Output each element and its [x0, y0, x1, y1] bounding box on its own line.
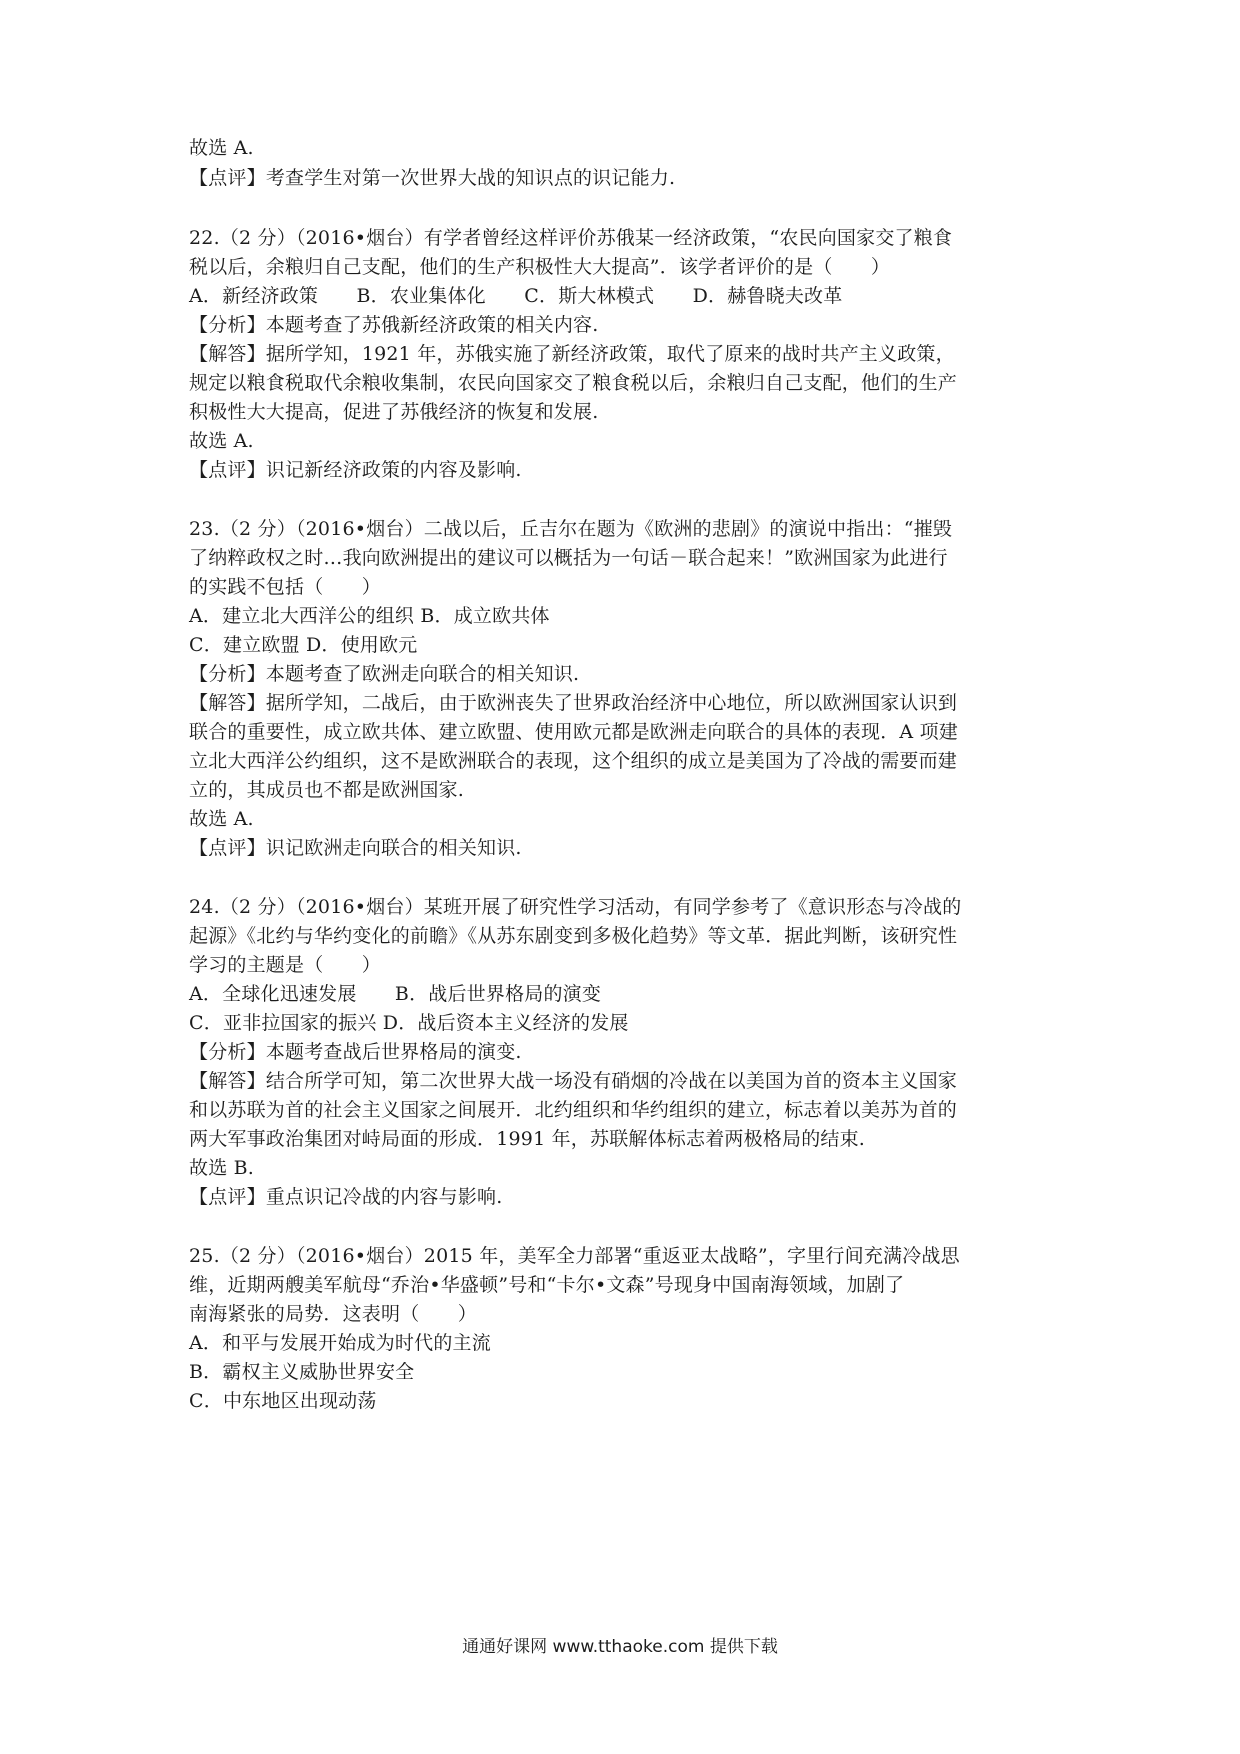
q22-solution-line-1 [189, 342, 955, 366]
comment-text: 识记欧洲走向联合的相关知识. [265, 837, 522, 859]
q23-solution-line-2: 联合的重要性，成立欧共体、建立欧盟、使用欧元都是欧洲走向联合的具体的表现．A 项建 [189, 721, 958, 743]
q24-solution-line-3: 两大军事政治集团对峙局面的形成．1991 年，苏联解体标志着两极格局的结束. [189, 1128, 866, 1150]
solution-text: 据所学知，1921 年，苏俄实施了新经济政策，取代了原来的战时共产主义政策， [265, 343, 955, 365]
q25-option-a: A．和平与发展开始成为时代的主流 [189, 1332, 491, 1354]
analysis-tag: 【分析】 [189, 1041, 266, 1063]
q23-solution-line-1 [189, 691, 957, 715]
q23-options-line-2: C．建立欧盟 D．使用欧元 [189, 634, 418, 656]
comment-tag: 【点评】 [189, 167, 266, 189]
q24-comment [189, 1185, 502, 1209]
q22-solution-line-2: 规定以粮食税取代余粮收集制，农民向国家交了粮食税以后，余粮归自己支配，他们的生产 [189, 372, 958, 394]
q23-answer: 故选 A. [189, 808, 254, 830]
page-footer: 通通好课网 www.tthaoke.com 提供下载 [462, 1637, 778, 1657]
analysis-tag: 【分析】 [189, 663, 266, 685]
analysis-tag: 【分析】 [189, 314, 266, 336]
solution-tag: 【解答】 [189, 692, 266, 714]
q23-options-line-1: A．建立北大西洋公的组织 B．成立欧共体 [189, 605, 550, 627]
q24-solution-line-1 [189, 1069, 957, 1093]
q23-analysis [189, 662, 579, 686]
analysis-text: 本题考查战后世界格局的演变. [265, 1041, 522, 1063]
q24-options-line-2: C．亚非拉国家的振兴 D．战后资本主义经济的发展 [189, 1012, 629, 1034]
q25-stem-line-2: 维，近期两艘美军航母“乔治•华盛顿”号和“卡尔•文森”号现身中国南海领域，加剧了 [189, 1274, 905, 1296]
solution-tag: 【解答】 [189, 1070, 266, 1092]
q24-stem-line-2: 起源》《北约与华约变化的前瞻》《从苏东剧变到多极化趋势》等文革．据此判断，该研究性 [189, 925, 958, 947]
q24-options-line-1: A．全球化迅速发展 B．战后世界格局的演变 [189, 983, 602, 1005]
q21-answer: 故选 A. [189, 137, 254, 159]
q25-option-b: B．霸权主义威胁世界安全 [189, 1361, 415, 1383]
q25-option-c: C．中东地区出现动荡 [189, 1390, 377, 1412]
q23-comment [189, 836, 522, 860]
q24-answer: 故选 B. [189, 1157, 255, 1179]
comment-tag: 【点评】 [189, 459, 266, 481]
q22-stem-line-1: 22.（2 分）（2016•烟台）有学者曾经这样评价苏俄某一经济政策，“农民向国家交了粮食 [189, 227, 953, 249]
comment-tag: 【点评】 [189, 837, 266, 859]
q22-answer: 故选 A. [189, 430, 254, 452]
q22-options: A．新经济政策 B．农业集体化 C．斯大林模式 D．赫鲁晓夫改革 [189, 285, 843, 307]
q23-stem-line-3: 的实践不包括（ ） [189, 576, 382, 598]
solution-tag: 【解答】 [189, 343, 266, 365]
q23-stem-line-2: 了纳粹政权之时…我向欧洲提出的建议可以概括为一句话－联合起来！”欧洲国家为此进行 [189, 547, 948, 569]
comment-text: 考查学生对第一次世界大战的知识点的识记能力. [265, 167, 676, 189]
q23-stem-line-1: 23.（2 分）（2016•烟台）二战以后，丘吉尔在题为《欧洲的悲剧》的演说中指出：“摧毁 [189, 518, 953, 540]
q25-stem-line-1: 25.（2 分）（2016•烟台）2015 年，美军全力部署“重返亚太战略”，字里行间充满冷战思 [189, 1245, 960, 1267]
q22-stem-line-2: 税以后，余粮归自己支配，他们的生产积极性大大提高”．该学者评价的是（ ） [189, 256, 891, 278]
q22-solution-line-3: 积极性大大提高，促进了苏俄经济的恢复和发展. [189, 401, 599, 423]
comment-text: 识记新经济政策的内容及影响. [265, 459, 522, 481]
q24-analysis [189, 1040, 522, 1064]
q23-solution-line-3: 立北大西洋公约组织，这不是欧洲联合的表现，这个组织的成立是美国为了冷战的需要而建 [189, 750, 958, 772]
q25-stem-line-3: 南海紧张的局势．这表明（ ） [189, 1303, 478, 1325]
comment-tag: 【点评】 [189, 1186, 266, 1208]
analysis-text: 本题考查了欧洲走向联合的相关知识. [265, 663, 580, 685]
q23-solution-line-4: 立的，其成员也不都是欧洲国家. [189, 779, 465, 801]
q21-comment [189, 166, 675, 190]
q24-stem-line-1: 24.（2 分）（2016•烟台）某班开展了研究性学习活动，有同学参考了《意识形态与冷战的 [189, 896, 962, 918]
q24-solution-line-2: 和以苏联为首的社会主义国家之间展开．北约组织和华约组织的建立，标志着以美苏为首的 [189, 1099, 958, 1121]
comment-text: 重点识记冷战的内容与影响. [265, 1186, 503, 1208]
solution-text: 据所学知，二战后，由于欧洲丧失了世界政治经济中心地位，所以欧洲国家认识到 [265, 692, 958, 714]
q22-comment [189, 458, 522, 482]
solution-text: 结合所学可知，第二次世界大战一场没有硝烟的冷战在以美国为首的资本主义国家 [265, 1070, 958, 1092]
q24-stem-line-3: 学习的主题是（ ） [189, 954, 382, 976]
analysis-text: 本题考查了苏俄新经济政策的相关内容. [265, 314, 599, 336]
q22-analysis [189, 313, 598, 337]
